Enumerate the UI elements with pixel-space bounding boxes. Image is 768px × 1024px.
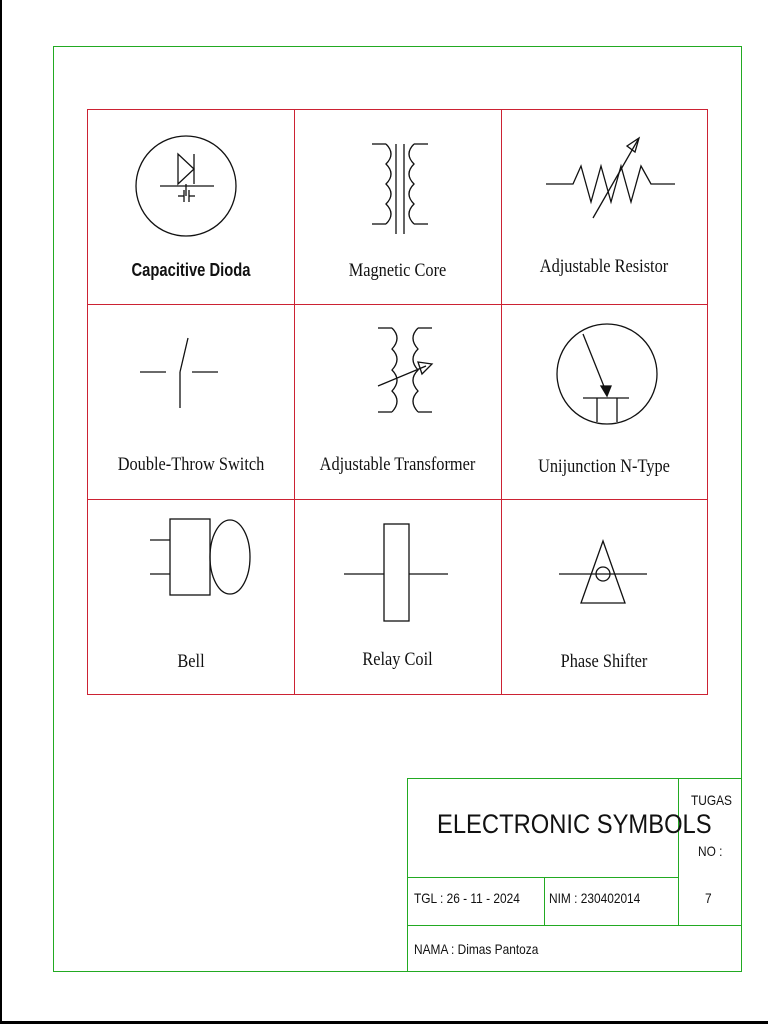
date-field: TGL : 26 - 11 - 2024: [414, 890, 520, 906]
cell-adjustable-resistor: [501, 110, 707, 304]
cell-phase-shifter: [501, 499, 707, 694]
symbol-label: Double-Throw Switch: [117, 454, 265, 475]
no-value: 7: [705, 890, 712, 906]
title-block-divider: [678, 779, 679, 925]
symbol-label: Adjustable Resistor: [539, 256, 669, 277]
cell-adjustable-transformer: [294, 304, 501, 499]
cell-relay-coil: [294, 499, 501, 694]
title-block-divider: [408, 877, 678, 878]
tugas-label: TUGAS: [691, 792, 732, 808]
symbol-label: Adjustable Transformer: [319, 454, 476, 475]
drawing-title: ELECTRONIC SYMBOLS: [437, 809, 712, 839]
cell-double-throw-switch: [88, 304, 294, 499]
cell-bell: [88, 499, 294, 694]
name-field: NAMA : Dimas Pantoza: [414, 941, 539, 957]
symbol-label: Magnetic Core: [348, 260, 447, 281]
page-edge-left: [0, 0, 2, 1022]
no-label: NO :: [698, 843, 723, 859]
symbol-label: Bell: [177, 651, 205, 672]
title-block: [407, 778, 742, 972]
cell-magnetic-core: [294, 110, 501, 304]
symbol-label: Capacitive Dioda: [131, 260, 251, 280]
title-block-divider: [408, 925, 741, 926]
symbol-grid: [87, 109, 708, 695]
cell-unijunction-n-type: [501, 304, 707, 499]
nim-field: NIM : 230402014: [549, 890, 641, 906]
symbol-label: Relay Coil: [362, 649, 433, 670]
title-block-divider: [544, 877, 545, 925]
cell-capacitive-dioda: [88, 110, 294, 304]
symbol-label: Unijunction N-Type: [538, 456, 670, 477]
symbol-label: Phase Shifter: [560, 651, 648, 672]
